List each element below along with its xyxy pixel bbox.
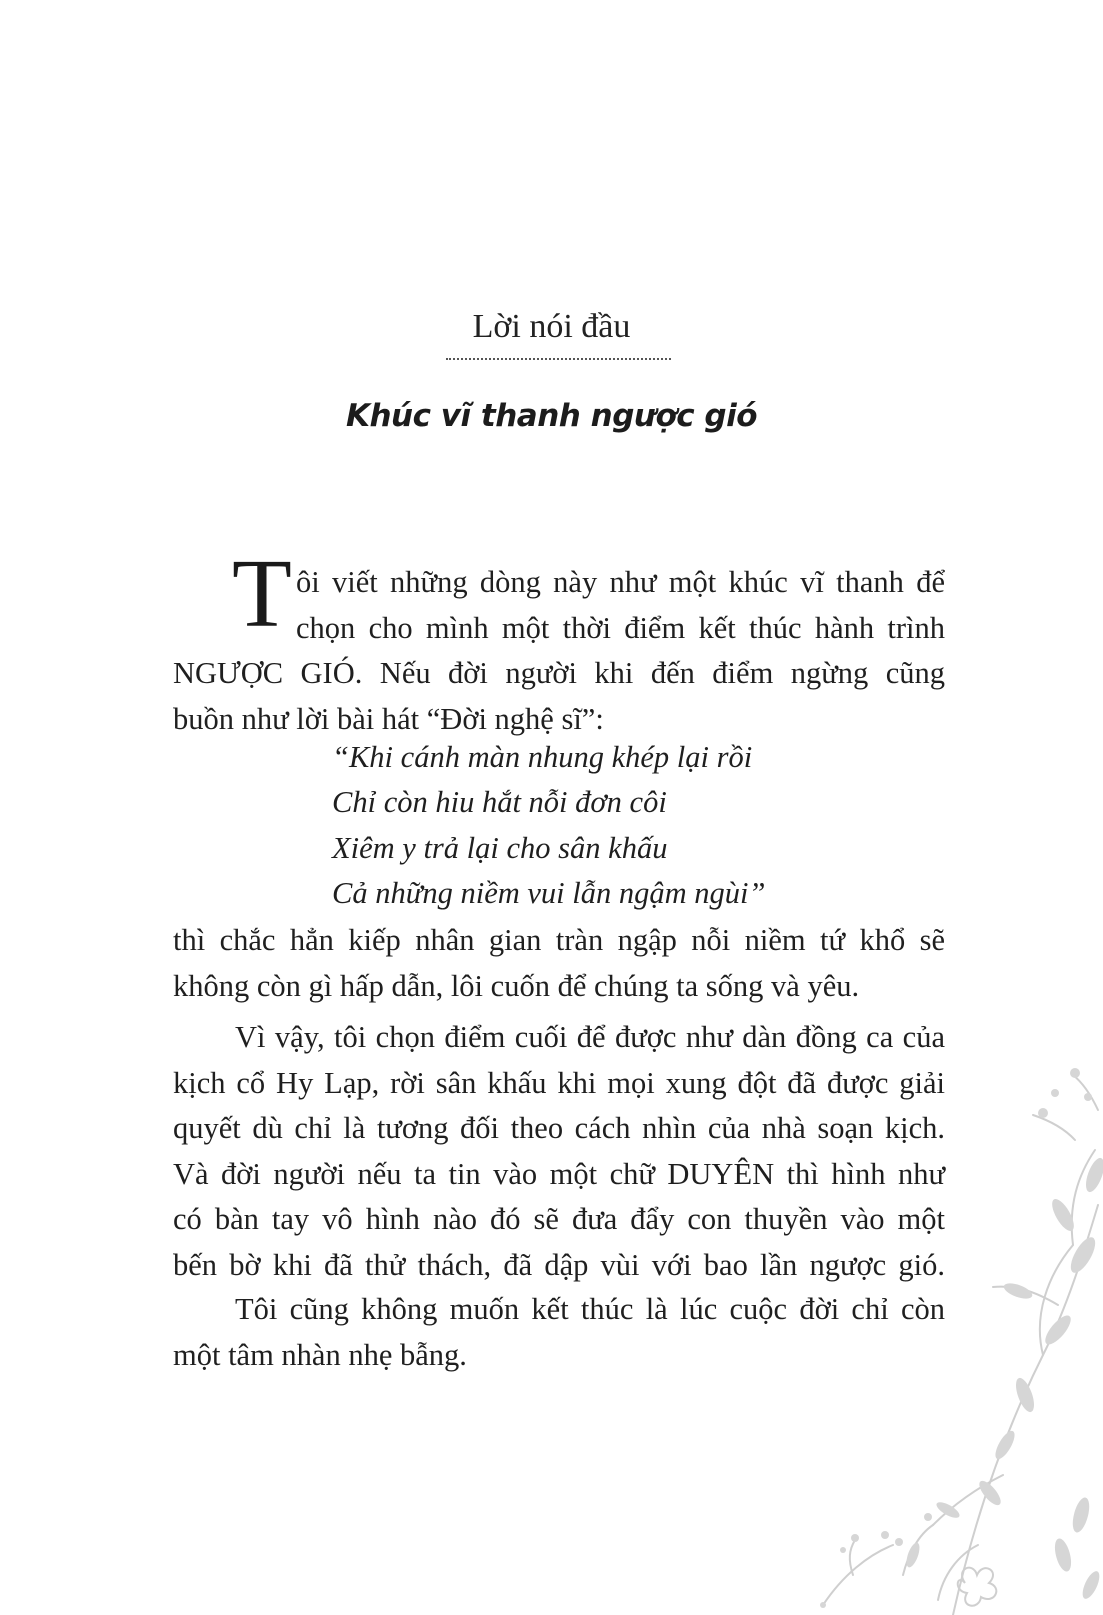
verse-line: Chỉ còn hiu hắt nỗi đơn côi bbox=[332, 785, 667, 820]
paragraph-1 bbox=[173, 560, 945, 742]
paragraph-line: chọn cho mình một thời điểm kết thúc hành trình bbox=[296, 610, 945, 645]
page-title: Lời nói đầu bbox=[472, 308, 631, 345]
paragraph-line: một tâm nhàn nhẹ bẫng. bbox=[173, 1337, 467, 1372]
paragraph-line: bến bờ khi đã thử thách, đã dập vùi với bao lần ngược gió. bbox=[173, 1247, 945, 1282]
title-dotted-rule bbox=[446, 358, 671, 360]
page-subtitle: Khúc vĩ thanh ngược gió bbox=[345, 398, 758, 434]
paragraph-after-verse bbox=[173, 918, 945, 1009]
paragraph-line: NGƯỢC GIÓ. Nếu đời người khi đến điểm ngừng cũng bbox=[173, 656, 945, 690]
paragraph-line: không còn gì hấp dẫn, lôi cuốn để chúng ta sống và yêu. bbox=[173, 968, 860, 1003]
paragraph-line: Và đời người nếu ta tin vào một chữ DUYÊN thì hình như bbox=[173, 1156, 945, 1191]
drop-cap: T bbox=[232, 540, 292, 648]
paragraph-line: Vì vậy, tôi chọn điểm cuối để được như dàn đồng ca của bbox=[235, 1020, 945, 1054]
paragraph-line: quyết dù chỉ là tương đối theo cách nhìn của nhà soạn kịch. bbox=[173, 1111, 945, 1145]
paragraph-line: Tôi cũng không muốn kết thúc là lúc cuộc đời chỉ còn bbox=[235, 1292, 945, 1326]
paragraph-line: có bàn tay vô hình nào đó sẽ đưa đẩy con thuyền vào một bbox=[173, 1202, 945, 1236]
floral-branch-icon bbox=[703, 1055, 1103, 1615]
paragraph-line: thì chắc hẳn kiếp nhân gian tràn ngập nỗi niềm tứ khổ sẽ bbox=[173, 923, 945, 957]
verse-quote bbox=[332, 735, 765, 916]
paragraph-line: buồn như lời bài hát “Đời nghệ sĩ”: bbox=[173, 701, 604, 736]
verse-line: Xiêm y trả lại cho sân khấu bbox=[332, 830, 668, 865]
paragraph-line: ôi viết những dòng này như một khúc vĩ thanh để bbox=[296, 565, 945, 599]
verse-line: “Khi cánh màn nhung khép lại rồi bbox=[332, 740, 753, 774]
paragraph-line: kịch cổ Hy Lạp, rời sân khấu khi mọi xung đột đã được giải bbox=[173, 1065, 945, 1100]
verse-line: Cả những niềm vui lẫn ngậm ngùi” bbox=[332, 875, 766, 910]
